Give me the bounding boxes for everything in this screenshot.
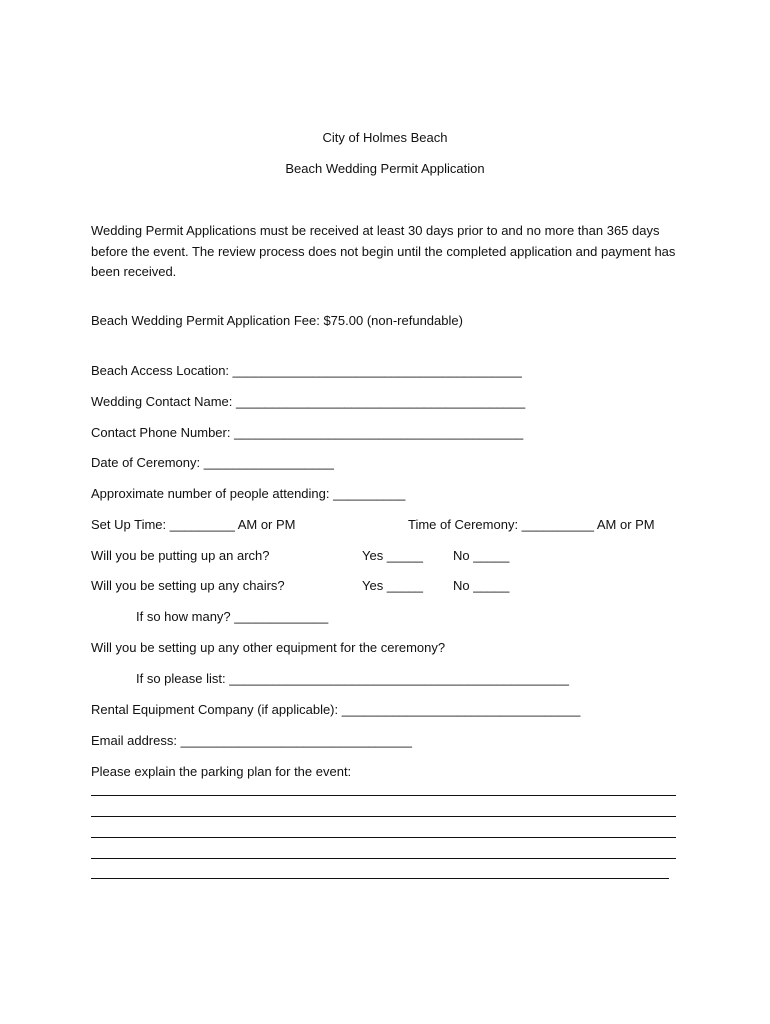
- attendees-field[interactable]: Approximate number of people attending: __________: [91, 486, 406, 501]
- parking-plan-line[interactable]: [91, 816, 676, 817]
- chairs-no-field[interactable]: No _____: [453, 578, 510, 593]
- parking-plan-label: Please explain the parking plan for the event:: [91, 764, 352, 779]
- beach-access-field[interactable]: Beach Access Location: ________________________________________: [91, 363, 522, 378]
- rental-company-field[interactable]: Rental Equipment Company (if applicable): _________________________________: [91, 702, 581, 717]
- arch-question: Will you be putting up an arch?: [91, 548, 270, 563]
- parking-plan-line[interactable]: [91, 795, 676, 796]
- arch-no-field[interactable]: No _____: [453, 548, 510, 563]
- ceremony-date-field[interactable]: Date of Ceremony: __________________: [91, 455, 334, 470]
- arch-yes-field[interactable]: Yes _____: [362, 548, 423, 563]
- parking-plan-line[interactable]: [91, 858, 676, 859]
- parking-plan-line[interactable]: [91, 837, 676, 838]
- intro-paragraph: Wedding Permit Applications must be received at least 30 days prior to and no more than 365 days before the event. The review process does not begin until the completed application and payment has been received.: [91, 223, 676, 279]
- form-title: Beach Wedding Permit Application: [285, 161, 485, 176]
- chairs-question: Will you be setting up any chairs?: [91, 578, 285, 593]
- fee-statement: Beach Wedding Permit Application Fee: $75.00 (non-refundable): [91, 313, 463, 328]
- contact-name-field[interactable]: Wedding Contact Name: ________________________________________: [91, 394, 526, 409]
- other-equipment-question: Will you be setting up any other equipment for the ceremony?: [91, 640, 446, 655]
- ceremony-time-field[interactable]: Time of Ceremony: __________ AM or PM: [408, 517, 655, 532]
- setup-time-field[interactable]: Set Up Time: _________ AM or PM: [91, 517, 296, 532]
- chairs-count-field[interactable]: If so how many? _____________: [136, 609, 329, 624]
- equipment-list-field[interactable]: If so please list: _______________________________________________: [136, 671, 570, 686]
- parking-plan-line[interactable]: [91, 878, 669, 879]
- email-field[interactable]: Email address: ________________________________: [91, 733, 412, 748]
- city-title: City of Holmes Beach: [322, 130, 448, 145]
- phone-field[interactable]: Contact Phone Number: ________________________________________: [91, 425, 524, 440]
- chairs-yes-field[interactable]: Yes _____: [362, 578, 423, 593]
